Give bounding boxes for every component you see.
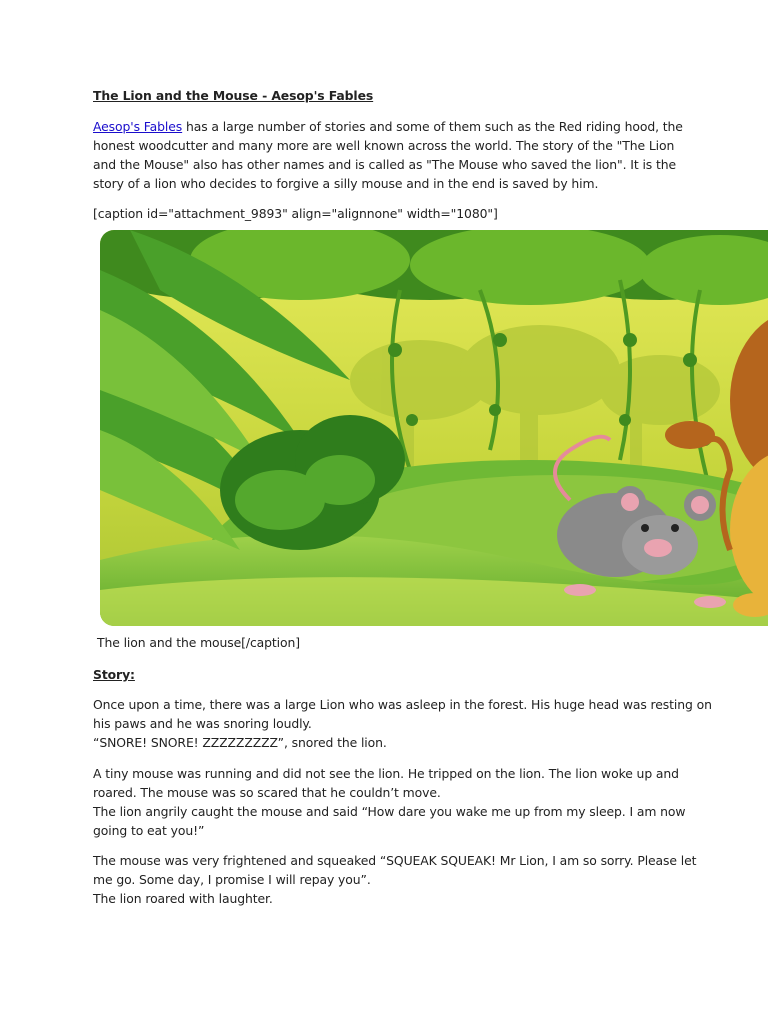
caption-shortcode-close: The lion and the mouse[/caption] [97, 635, 300, 650]
paragraph-line: roared. The mouse was so scared that he couldn’t move. [93, 785, 441, 800]
aesops-fables-link[interactable]: Aesop's Fables [93, 119, 183, 134]
paragraph-line: Once upon a time, there was a large Lion who was asleep in the forest. His huge head was resting on [93, 697, 712, 712]
lion-and-mouse-illustration [100, 230, 768, 626]
paragraph-line: The lion angrily caught the mouse and said “How dare you wake me up from my sleep. I am now [93, 804, 686, 819]
story-paragraph-3 [93, 851, 697, 908]
article-title: The Lion and the Mouse - Aesop's Fables [93, 88, 374, 103]
paragraph-line: his paws and he was snoring loudly. [93, 716, 312, 731]
paragraph-line: The mouse was very frightened and squeaked “SQUEAK SQUEAK! Mr Lion, I am so sorry. Please let [93, 853, 697, 868]
story-paragraph-1 [93, 695, 712, 752]
paragraph-line: “SNORE! SNORE! ZZZZZZZZZ”, snored the lion. [93, 735, 387, 750]
paragraph-line: A tiny mouse was running and did not see the lion. He tripped on the lion. The lion woke up and [93, 766, 679, 781]
paragraph-line: me go. Some day, I promise I will repay you”. [93, 872, 371, 887]
caption-shortcode-open: [caption id="attachment_9893" align="alignnone" width="1080"] [93, 206, 498, 221]
intro-text: has a large number of stories and some of them such as the Red riding hood, the honest woodcutter and many more are well known across the world. The story of the "The Lion and the Mouse" also has other names and is called as "The Mouse who saved the lion". It is the story of a lion who decides to forgive a silly mouse and in the end is saved by him. [93, 119, 683, 191]
intro-paragraph [93, 117, 683, 193]
paragraph-line: The lion roared with laughter. [93, 891, 273, 906]
story-paragraph-2 [93, 764, 686, 840]
paragraph-line: going to eat you!” [93, 823, 205, 838]
story-heading: Story: [93, 667, 135, 682]
